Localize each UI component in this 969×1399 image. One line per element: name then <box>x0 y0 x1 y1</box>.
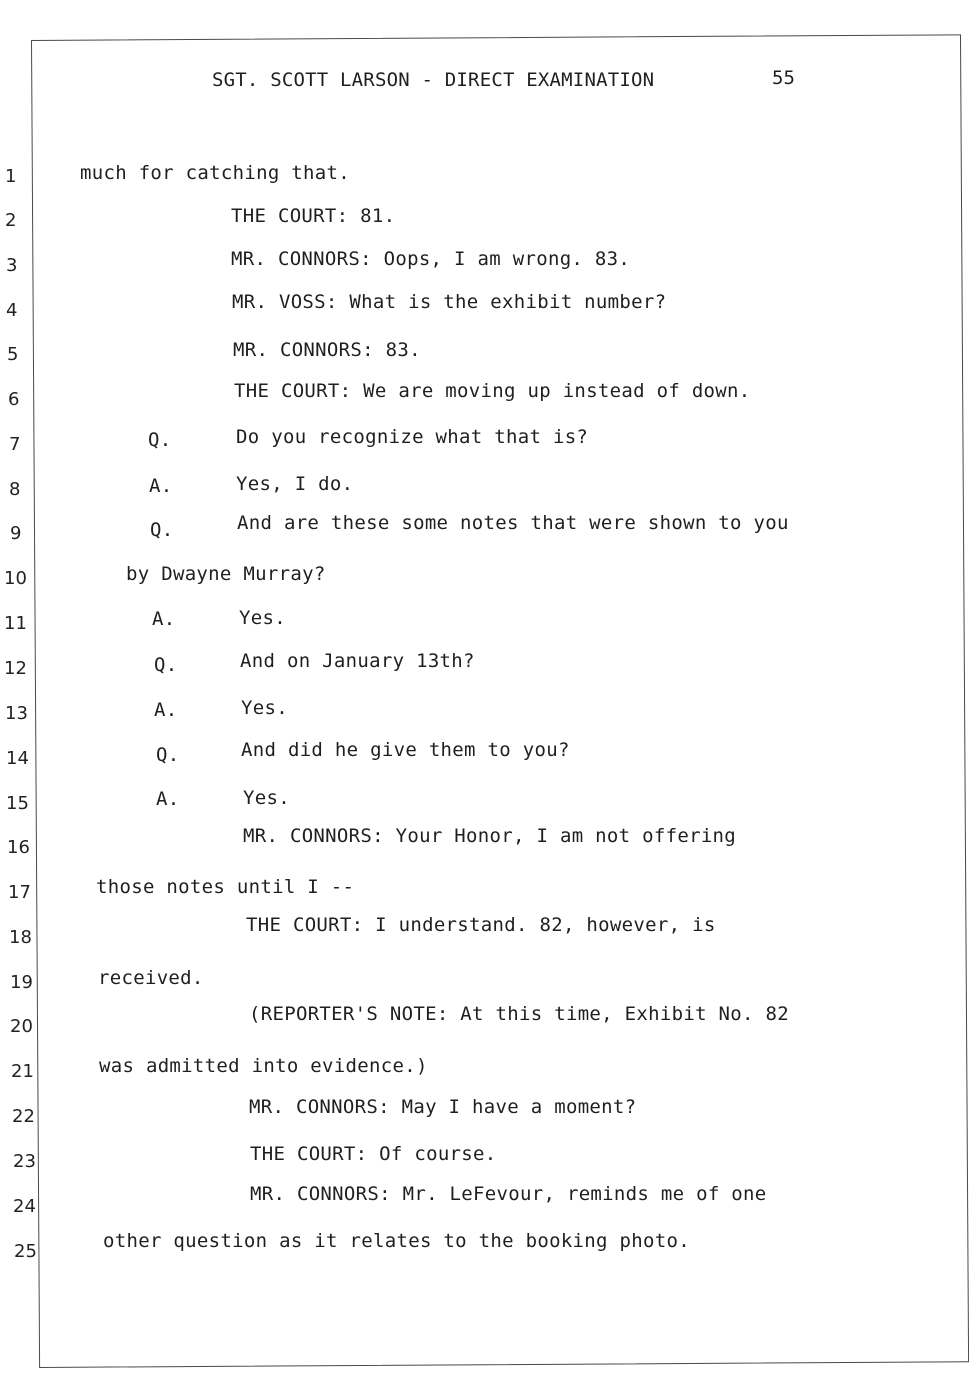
line-number: 3 <box>6 255 18 276</box>
line-number: 10 <box>4 568 27 589</box>
transcript-line: And on January 13th? <box>240 650 475 672</box>
qa-label: A. <box>149 475 173 497</box>
line-number: 2 <box>5 210 17 231</box>
qa-label: A. <box>154 699 178 721</box>
qa-label: Q. <box>156 744 180 766</box>
transcript-line: was admitted into evidence.) <box>99 1055 428 1077</box>
transcript-line: Yes, I do. <box>236 473 354 495</box>
transcript-line: THE COURT: We are moving up instead of down. <box>234 380 751 402</box>
transcript-line: MR. CONNORS: Mr. LeFevour, reminds me of one <box>250 1183 767 1205</box>
transcript-line: Yes. <box>243 787 290 809</box>
line-number: 12 <box>4 658 27 679</box>
line-number: 4 <box>6 300 18 321</box>
qa-label: Q. <box>154 654 178 676</box>
transcript-line: Do you recognize what that is? <box>236 426 589 448</box>
line-number: 22 <box>12 1106 35 1127</box>
line-number: 1 <box>5 166 17 187</box>
line-number: 21 <box>11 1061 34 1082</box>
line-number: 13 <box>5 703 28 724</box>
line-number: 18 <box>9 927 32 948</box>
transcript-line: Yes. <box>241 697 288 719</box>
line-number: 8 <box>9 479 21 500</box>
line-number: 9 <box>10 523 22 544</box>
transcript-line: those notes until I -- <box>96 876 355 898</box>
qa-label: Q. <box>148 429 172 451</box>
line-number: 17 <box>8 882 31 903</box>
line-number: 23 <box>13 1151 36 1172</box>
page-header-title: SGT. SCOTT LARSON - DIRECT EXAMINATION <box>212 69 655 91</box>
line-number: 11 <box>4 613 27 634</box>
transcript-line: THE COURT: I understand. 82, however, is <box>246 914 716 936</box>
transcript-line: received. <box>98 967 204 989</box>
line-number: 19 <box>10 972 33 993</box>
line-number: 7 <box>9 434 21 455</box>
transcript-line: And did he give them to you? <box>241 739 570 761</box>
transcript-line: THE COURT: 81. <box>231 205 396 227</box>
transcript-line: Yes. <box>239 607 286 629</box>
transcript-line: by Dwayne Murray? <box>126 563 326 585</box>
transcript-line: MR. VOSS: What is the exhibit number? <box>232 291 667 313</box>
transcript-line: MR. CONNORS: 83. <box>233 339 421 361</box>
line-number: 16 <box>7 837 30 858</box>
line-number: 14 <box>6 748 29 769</box>
transcript-line: MR. CONNORS: Oops, I am wrong. 83. <box>231 248 631 270</box>
page-number: 55 <box>772 67 795 89</box>
transcript-line: MR. CONNORS: Your Honor, I am not offering <box>243 825 737 847</box>
line-number: 20 <box>10 1016 33 1037</box>
line-number: 25 <box>14 1241 37 1262</box>
line-number: 15 <box>6 793 29 814</box>
transcript-line: THE COURT: Of course. <box>250 1143 497 1165</box>
transcript-line: (REPORTER'S NOTE: At this time, Exhibit No. 82 <box>249 1003 789 1025</box>
line-number: 24 <box>13 1196 36 1217</box>
line-number: 6 <box>8 389 20 410</box>
transcript-line: MR. CONNORS: May I have a moment? <box>249 1096 637 1118</box>
transcript-line: other question as it relates to the booking photo. <box>103 1230 690 1252</box>
transcript-line: And are these some notes that were shown to you <box>237 512 789 534</box>
qa-label: A. <box>156 788 180 810</box>
transcript-line: much for catching that. <box>80 162 350 184</box>
qa-label: A. <box>152 608 176 630</box>
line-number: 5 <box>7 344 19 365</box>
qa-label: Q. <box>150 519 174 541</box>
